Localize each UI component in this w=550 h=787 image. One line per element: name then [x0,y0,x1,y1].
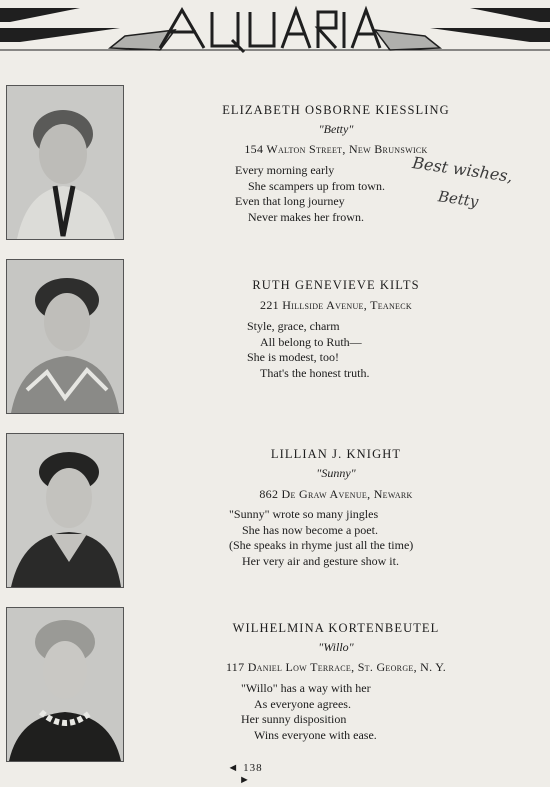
aquaria-logo [0,0,550,58]
verse-line: Her sunny disposition [241,712,347,726]
student-address: 862 De Graw Avenue, Newark [259,487,413,501]
verse-line: "Willo" has a way with her [241,681,371,695]
page-number [220,762,270,786]
signature-name: Betty [436,187,480,211]
verse-line: "Sunny" wrote so many jingles [229,507,379,521]
student-name: WILHELMINA KORTENBEUTEL [232,621,440,635]
handwritten-signature [410,153,550,228]
portrait-photo [6,607,124,762]
verse-line: Style, grace, charm [247,319,340,333]
verse-line: She has now become a poet. [242,522,378,537]
student-address: 117 Daniel Low Terrace, St. George, N. Y. [225,660,447,674]
page-number-ornament-right: ► [239,774,251,786]
student-verse [247,319,369,381]
portrait-photo [6,259,124,414]
student-nickname: "Sunny" [316,466,356,480]
verse-line: Every morning early [235,163,335,177]
student-name: LILLIAN J. KNIGHT [270,447,402,461]
student-address: 154 Walton Street, New Brunswick [244,142,428,156]
verse-line: Her very air and gesture show it. [242,553,399,568]
page-number-ornament-left: ◄ [227,762,240,774]
student-verse [241,681,377,743]
signature-line: Best wishes, [411,153,514,186]
student-name: ELIZABETH OSBORNE KIESSLING [222,103,450,117]
verse-line: Wins everyone with ease. [254,727,377,742]
verse-line: Even that long journey [235,194,345,208]
student-verse [235,163,385,225]
student-verse [229,507,413,569]
verse-line: All belong to Ruth— [260,334,362,349]
verse-line: That's the honest truth. [260,365,370,380]
page-number-value: 138 [243,762,263,774]
verse-line: As everyone agrees. [254,696,351,711]
student-name: RUTH GENEVIEVE KILTS [252,278,420,292]
portrait-photo [6,433,124,588]
verse-line: Never makes her frown. [248,209,364,224]
verse-line: She scampers up from town. [248,178,385,193]
verse-line: She is modest, too! [247,350,339,364]
student-address: 221 Hillside Avenue, Teaneck [260,298,412,312]
student-nickname: "Betty" [318,122,354,136]
portrait-photo [6,85,124,240]
verse-line: (She speaks in rhyme just all the time) [229,538,414,552]
yearbook-header-banner [0,0,550,58]
student-nickname: "Willo" [318,640,354,654]
